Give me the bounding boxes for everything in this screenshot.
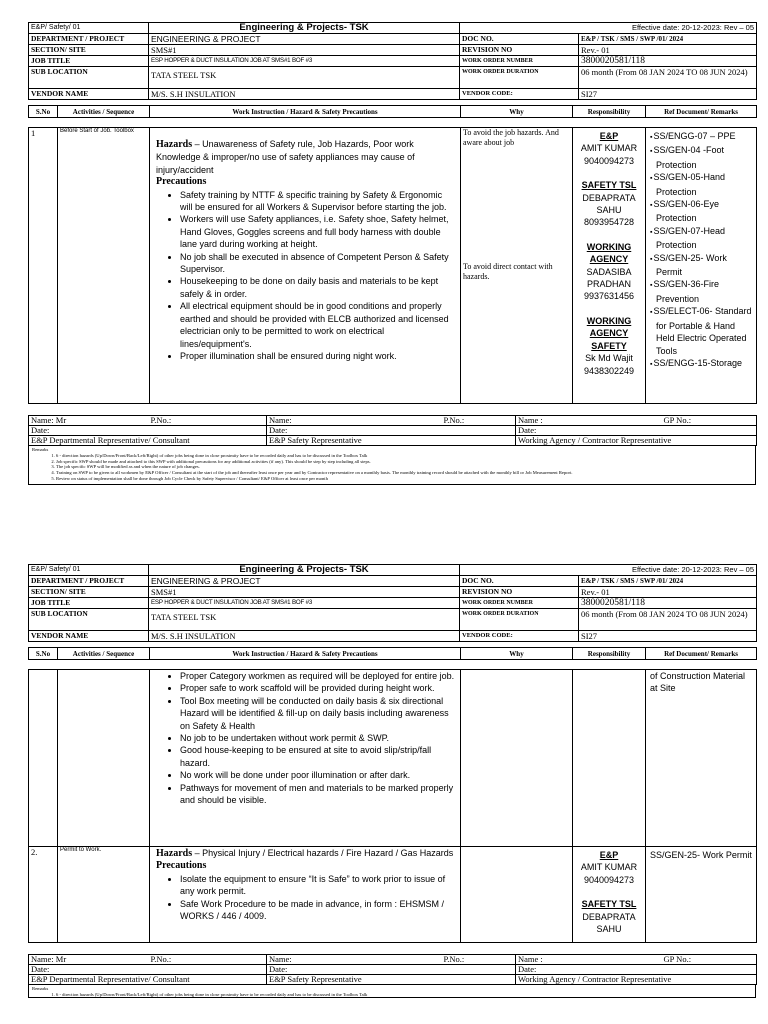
precaution-item: • Proper illumination shall be ensured during night work. — [180, 350, 456, 362]
resp-name: AMIT KUMAR — [580, 862, 638, 873]
page-2 — [28, 564, 756, 998]
remarks-list — [32, 992, 752, 998]
job-title-label: JOB TITLE — [29, 56, 149, 67]
sub-location-label: SUB LOCATION — [29, 609, 149, 631]
remark-item: 5. Review on status of implementation shall be done through Job Cycle Check by Safety Supervisor / Consultant/ E&P Officer at least once per month — [56, 476, 752, 482]
ref-item: ▪ SS/GEN-07-Head Protection — [648, 225, 754, 252]
wo-number-value: 3800020581/118 — [579, 598, 757, 609]
remark-item: 3. The job specific SWP will be modified as and when the nature of job changes. — [56, 464, 752, 470]
precaution-item: • Proper safe to work scaffold will be provided during height work. — [180, 682, 456, 694]
remark-item: 1. 6 - direction hazards (Up/Down/Front/Back/Left/Right) of other jobs being done in close proximity have to be recorded daily and has to be discussed in the Toolbox Talk — [56, 453, 752, 459]
resp-name: DEBAPRATA SAHU — [582, 192, 636, 216]
signoff-table — [28, 954, 757, 985]
column-header-table — [28, 105, 757, 118]
signoff-name-mr: Name: Mr — [29, 416, 149, 426]
row2-activity: Permit to Work. — [58, 847, 150, 943]
cont-activity — [58, 670, 150, 847]
resp-title: WORKING AGENCY SAFETY — [586, 315, 632, 351]
job-title-value: ESP HOPPER & DUCT INSULATION JOB AT SMS#1 BOF #3 — [149, 56, 460, 67]
doc-no-label: DOC NO. — [460, 34, 579, 45]
column-header-table — [28, 647, 757, 660]
resp-phone: 9937631456 — [583, 291, 635, 302]
ref-item: ▪ SS/GEN-04 -Foot Protection — [648, 144, 754, 171]
row2-instructions — [150, 847, 461, 943]
section-label: SECTION/ SITE — [29, 587, 149, 598]
hazards-label: Hazards — [156, 848, 193, 859]
row1-responsibility — [573, 128, 646, 404]
revision-label: REVISION NO — [460, 587, 579, 598]
dept-value: ENGINEERING & PROJECT — [149, 34, 460, 45]
signoff-date: Date: — [29, 965, 267, 975]
col-ref: Ref Document/ Remarks — [646, 648, 757, 660]
cont-sno — [29, 670, 58, 847]
ref-item: ▪ SS/GEN-25- Work Permit — [648, 252, 754, 279]
wo-duration-label: WORK ORDER DURATION — [460, 67, 579, 89]
vendor-label: VENDOR NAME — [29, 89, 149, 100]
signoff-gp-no: GP No.: — [596, 416, 757, 426]
signoff-rep-safety: E&P Safety Representative — [267, 975, 516, 985]
col-ref: Ref Document/ Remarks — [646, 106, 757, 118]
why-direct-contact: To avoid direct contact with hazards. — [463, 262, 553, 281]
effective-date: Effective date: 20-12-2023: Rev – 05 — [460, 23, 757, 34]
vendor-code-label: VENDOR CODE: — [460, 631, 579, 642]
work-instruction-table — [28, 127, 757, 404]
precaution-item: • Tool Box meeting will be conducted on daily basis & six directional Hazard will be identified & fill-up on daily basis including awareness on Safety & Health — [180, 695, 456, 732]
precaution-item: • All electrical equipment should be in good conditions and properly earthed and should be provided with ELCB authorized and licensed electrician only to be permitted to work on electrical lines/equipment's. — [180, 300, 456, 350]
precaution-item: • Pathways for movement of men and materials to be marked properly and should be visible. — [180, 782, 456, 807]
job-title-value: ESP HOPPER & DUCT INSULATION JOB AT SMS#1 BOF #3 — [149, 598, 460, 609]
dept-value: ENGINEERING & PROJECT — [149, 576, 460, 587]
ref-item-plain: ▪ SS/ENGG-15-Storage — [648, 357, 754, 371]
document-header-table — [28, 22, 757, 100]
resp-title: SAFETY TSL — [581, 180, 637, 191]
cont-ref: of Construction Material at Site — [646, 670, 757, 847]
ref-item: ▪ SS/GEN-05-Hand Protection — [648, 171, 754, 198]
signoff-table — [28, 415, 757, 446]
precaution-item: • Good house-keeping to be ensured at site to avoid slip/strip/fall hazard. — [180, 744, 456, 769]
section-label: SECTION/ SITE — [29, 45, 149, 56]
sub-location-value: TATA STEEL TSK — [149, 609, 460, 631]
sub-location-label: SUB LOCATION — [29, 67, 149, 89]
signoff-rep-safety: E&P Safety Representative — [267, 436, 516, 446]
revision-label: REVISION NO — [460, 45, 579, 56]
wo-duration-value: 06 month (From 08 JAN 2024 TO 08 JUN 2024) — [579, 67, 757, 89]
row1-hazards — [156, 138, 456, 176]
precaution-item: • No job shall be executed in absence of Competent Person & Safety Supervisor. — [180, 251, 456, 276]
resp-title: WORKING AGENCY — [586, 241, 632, 265]
cont-why — [461, 670, 573, 847]
section-value: SMS#1 — [149, 587, 460, 598]
vendor-code-value: SI27 — [579, 89, 757, 100]
revision-value: Rev.- 01 — [579, 45, 757, 56]
ref-list — [648, 130, 754, 371]
col-instruction: Work Instruction / Hazard & Safety Precautions — [150, 648, 461, 660]
remark-item: 1. 6 - direction hazards (Up/Down/Front/Back/Left/Right) of other jobs being done in close proximity have to be recorded daily and has to be discussed in the Toolbox Talk — [56, 992, 752, 998]
row2-why — [461, 847, 573, 943]
signoff-rep-ep: E&P Departmental Representative/ Consultant — [31, 435, 190, 445]
row1-instructions — [150, 128, 461, 404]
row2-responsibility — [573, 847, 646, 943]
resp-phone: 8093954728 — [583, 217, 635, 228]
signoff-date: Date: — [516, 965, 757, 975]
effective-date: Effective date: 20-12-2023: Rev – 05 — [460, 565, 757, 576]
row1-why — [461, 128, 573, 404]
resp-name: Sk Md Wajit — [585, 353, 633, 364]
signoff-date: Date: — [267, 965, 516, 975]
precautions-label: Precautions — [156, 860, 207, 872]
page-1 — [28, 22, 756, 485]
col-activities: Activities / Sequence — [58, 106, 150, 118]
resp-title: E&P — [599, 131, 619, 141]
row1-precaution-list — [156, 189, 456, 363]
cont-instructions — [150, 670, 461, 847]
wo-number-label: WORK ORDER NUMBER — [460, 598, 579, 609]
remarks-box — [28, 985, 756, 998]
precaution-item: • Workers will use Safety appliances, i.e. Safety shoe, Safety helmet, Hand Gloves, Goggles screens and full body harness with double lane yard during working at height. — [180, 213, 456, 250]
col-sno: S.No — [29, 648, 58, 660]
ref-item: ▪ SS/ELECT-06- Standard for Portable & Hand Held Electric Operated Tools — [648, 305, 754, 357]
precaution-item: • No work will be done under poor illumination or after dark. — [180, 769, 456, 781]
doc-no-value: E&P / TSK / SMS / SWP /01/ 2024 — [579, 34, 757, 45]
row2-hazards — [156, 847, 456, 860]
hazards-text: – Unawareness of Safety rule, Job Hazards, Poor work Knowledge & improper/no use of safety appliances may cause of injury/accident — [156, 139, 415, 175]
work-instruction-table — [28, 669, 757, 943]
wo-duration-label: WORK ORDER DURATION — [460, 609, 579, 631]
hazards-text: – Physical Injury / Electrical hazards / Fire Hazard / Gas Hazards — [192, 848, 454, 858]
job-title-label: JOB TITLE — [29, 598, 149, 609]
resp-name: DEBAPRATA SAHU — [582, 911, 636, 935]
remarks-label: Remarks — [32, 447, 49, 452]
col-sno: S.No — [29, 106, 58, 118]
wo-number-label: WORK ORDER NUMBER — [460, 56, 579, 67]
signoff-date: Date: — [29, 426, 267, 436]
revision-value: Rev.- 01 — [579, 587, 757, 598]
precaution-item: • Safety training by NTTF & specific training by Safety & Ergonomic will be ensured for all Workers & Supervisor before starting the job. — [180, 189, 456, 214]
section-value: SMS#1 — [149, 45, 460, 56]
precautions-label: Precautions — [156, 176, 207, 188]
col-responsibility: Responsibility — [573, 648, 646, 660]
ref-item: ▪ SS/GEN-36-Fire Prevention — [648, 278, 754, 305]
precaution-item: • Housekeeping to be done on daily basis and materials to be kept safely & in order. — [180, 275, 456, 300]
resp-name: AMIT KUMAR — [580, 143, 638, 154]
vendor-value: M/S. S.H INSULATION — [149, 89, 460, 100]
signoff-gp-no: GP No.: — [596, 955, 757, 965]
row1-refs — [646, 128, 757, 404]
signoff-date: Date: — [516, 426, 757, 436]
resp-phone: 9438302249 — [583, 365, 635, 376]
remarks-box — [28, 446, 756, 485]
col-why: Why — [461, 106, 573, 118]
cont-precaution-list — [156, 670, 456, 806]
company-title: Engineering & Projects- TSK — [149, 23, 460, 34]
resp-name: SADASIBA PRADHAN — [586, 266, 632, 290]
hazards-label: Hazards — [156, 139, 193, 150]
row2-precaution-list — [156, 873, 456, 923]
dept-label: DEPARTMENT / PROJECT — [29, 576, 149, 587]
row1-sno: 1 — [29, 128, 58, 404]
cont-responsibility — [573, 670, 646, 847]
form-code: E&P/ Safety/ 01 — [29, 565, 149, 576]
signoff-name: Name: — [267, 955, 364, 965]
dept-label: DEPARTMENT / PROJECT — [29, 34, 149, 45]
remarks-label: Remarks — [32, 986, 49, 991]
precaution-item: • Safe Work Procedure to be made in advance, in form : EHSMSM / WORKS / 446 / 4009. — [180, 898, 456, 923]
row2-ref: SS/GEN-25- Work Permit — [646, 847, 757, 943]
vendor-code-value: SI27 — [579, 631, 757, 642]
vendor-value: M/S. S.H INSULATION — [149, 631, 460, 642]
resp-phone: 9040094273 — [583, 155, 635, 166]
signoff-name: Name : — [516, 955, 596, 965]
signoff-name: Name: — [267, 416, 364, 426]
signoff-pno: P.No.: — [364, 416, 516, 426]
vendor-code-label: VENDOR CODE: — [460, 89, 579, 100]
signoff-name: Name : — [516, 416, 596, 426]
signoff-rep-contractor: Working Agency / Contractor Representative — [516, 436, 757, 446]
remarks-list — [32, 453, 752, 482]
precaution-item: • Proper Category workmen as required will be deployed for entire job. — [180, 670, 456, 682]
ref-item: ▪ SS/GEN-06-Eye Protection — [648, 198, 754, 225]
form-code: E&P/ Safety/ 01 — [29, 23, 149, 34]
sub-location-value: TATA STEEL TSK — [149, 67, 460, 89]
resp-title: SAFETY TSL — [581, 899, 637, 910]
why-job-hazards: To avoid the job hazards. And aware about job — [463, 128, 559, 147]
precaution-item: • Isolate the equipment to ensure “It is Safe” to work prior to issue of any work permit. — [180, 873, 456, 898]
signoff-rep-contractor: Working Agency / Contractor Representative — [516, 975, 757, 985]
company-title: Engineering & Projects- TSK — [149, 565, 460, 576]
row1-activity: Before Start of Job. Toolbox — [58, 128, 150, 404]
signoff-name-mr: Name: Mr — [29, 955, 149, 965]
col-why: Why — [461, 648, 573, 660]
precaution-item: • No job to be undertaken without work permit & SWP. — [180, 732, 456, 744]
col-responsibility: Responsibility — [573, 106, 646, 118]
remark-item: 2. Job specific SWP should be made and attached to this SWP with additional precautions for any additional activities (if any). This should be step by step including all steps. — [56, 459, 752, 465]
signoff-pno: P.No.: — [149, 955, 267, 965]
resp-phone: 9040094273 — [583, 874, 635, 885]
signoff-rep-ep: E&P Departmental Representative/ Consultant — [31, 974, 190, 984]
col-instruction: Work Instruction / Hazard & Safety Precautions — [150, 106, 461, 118]
wo-number-value: 3800020581/118 — [579, 56, 757, 67]
vendor-label: VENDOR NAME — [29, 631, 149, 642]
ref-item: ▪ SS/ENGG-07 – PPE — [648, 130, 754, 144]
doc-no-value: E&P / TSK / SMS / SWP /01/ 2024 — [579, 576, 757, 587]
document-header-table — [28, 564, 757, 642]
signoff-date: Date: — [267, 426, 516, 436]
signoff-pno: P.No.: — [364, 955, 516, 965]
col-activities: Activities / Sequence — [58, 648, 150, 660]
row2-sno: 2. — [29, 847, 58, 943]
doc-no-label: DOC NO. — [460, 576, 579, 587]
wo-duration-value: 06 month (From 08 JAN 2024 TO 08 JUN 2024) — [579, 609, 757, 631]
resp-title: E&P — [599, 850, 619, 860]
remark-item: 4. Training on SWP to be given to all workmen by E&P Officer / Consultant at the start of the job and thereafter least once per year and by Contractor representative on a monthly basis. The monthly training record should be attached with the monthly bill or Job Measurement Report. — [56, 470, 752, 476]
signoff-pno: P.No.: — [149, 416, 267, 426]
